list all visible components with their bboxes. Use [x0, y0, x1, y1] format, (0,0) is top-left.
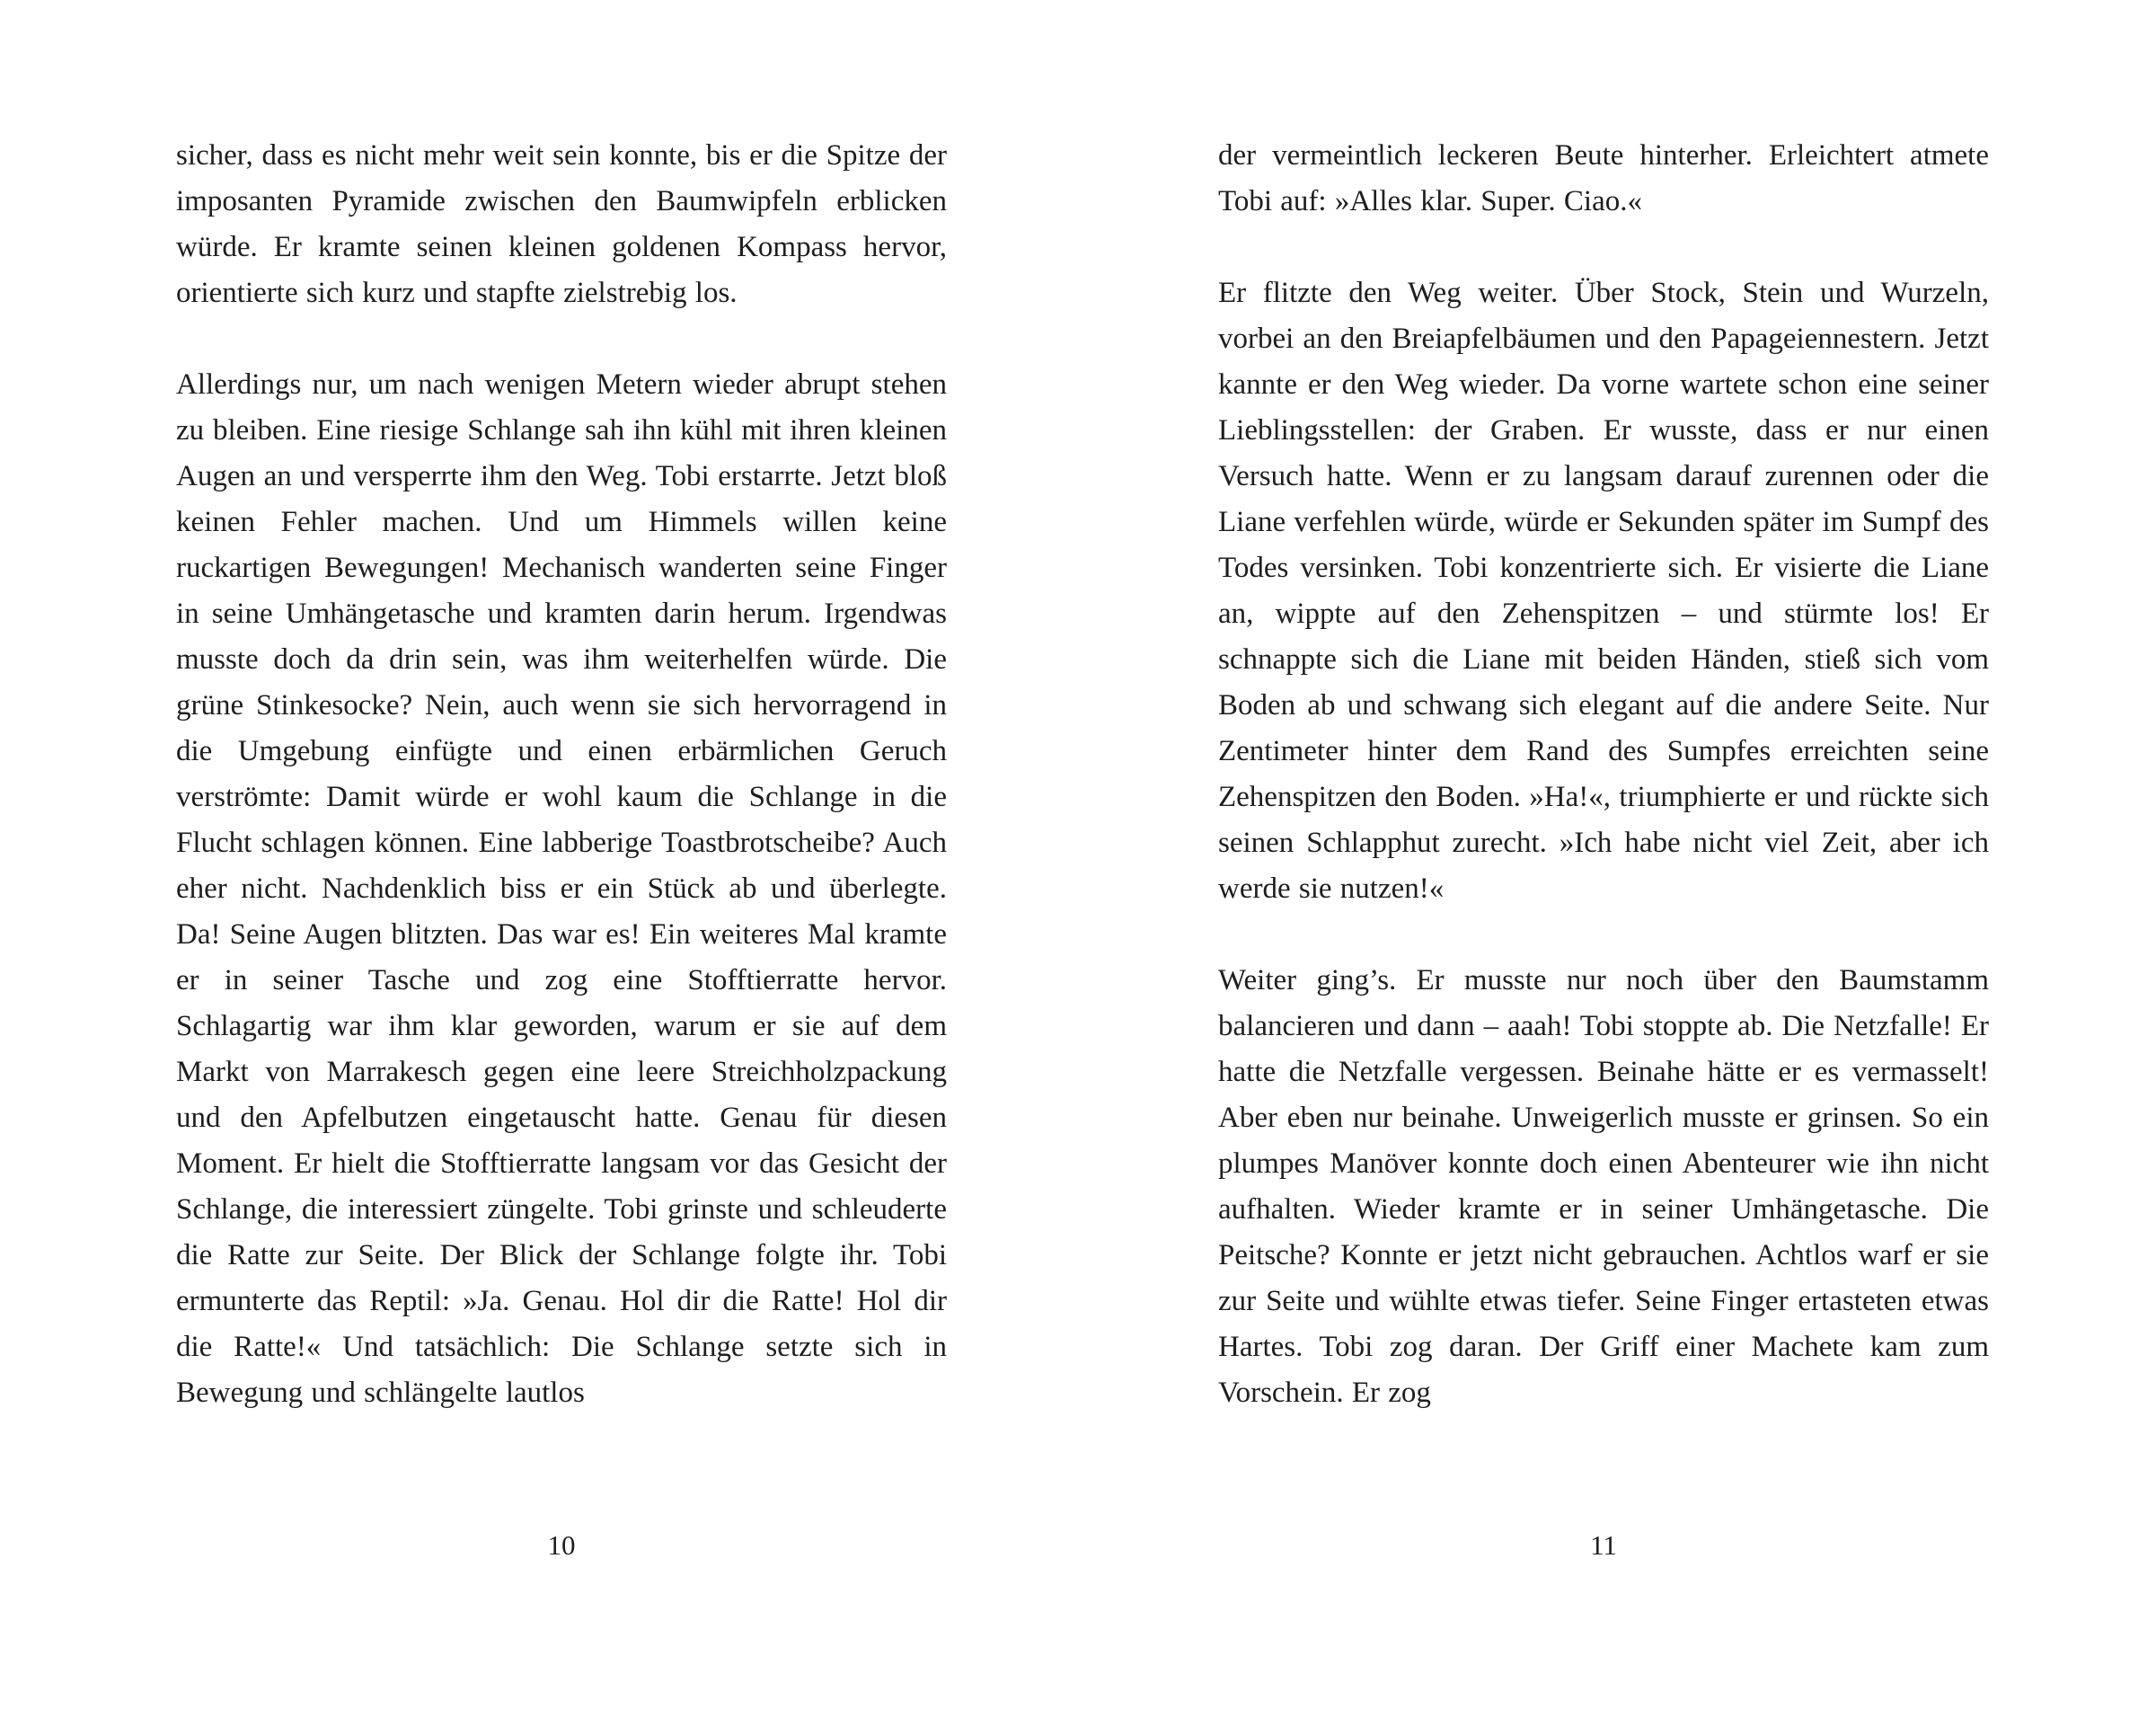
page-number-right: 11	[1590, 1529, 1617, 1561]
page-left-text-column	[176, 133, 947, 1416]
page-number-left: 10	[547, 1529, 576, 1561]
page-left-paragraph-2: Allerdings nur, um nach wenigen Metern wieder abrupt stehen zu bleiben. Eine riesige Schlange sah ihn kühl mit ihren kleinen Augen an und versperrte ihm den Weg. Tobi erstarrte. Jetzt bloß keinen Fehler machen. Und um Himmels willen keine ruckartigen Bewegungen! Mechanisch wanderten seine Finger in seine Umhängetasche und kramten darin herum. Irgendwas musste doch da drin sein, was ihm weiterhelfen würde. Die grüne Stinkesocke? Nein, auch wenn sie sich hervorragend in die Umgebung einfügte und einen erbärmlichen Geruch verströmte: Damit würde er wohl kaum die Schlange in die Flucht schlagen können. Eine labberige Toastbrotscheibe? Auch eher nicht. Nachdenklich biss er ein Stück ab und überlegte. Da! Seine Augen blitzten. Das war es! Ein weiteres Mal kramte er in seiner Tasche und zog eine Stofftierratte hervor. Schlagartig war ihm klar geworden, warum er sie auf dem Markt von Marrakesch gegen eine leere Streichholzpackung und den Apfelbutzen eingetauscht hatte. Genau für diesen Moment. Er hielt die Stofftierratte langsam vor das Gesicht der Schlange, die interessiert züngelte. Tobi grinste und schleuderte die Ratte zur Seite. Der Blick der Schlange folgte ihr. Tobi ermunterte das Reptil: »Ja. Genau. Hol dir die Ratte! Hol dir die Ratte!« Und tatsächlich: Die Schlange setzte sich in Bewegung und schlängelte lautlos	[176, 368, 947, 1409]
page-left-paragraph-1: sicher, dass es nicht mehr weit sein konnte, bis er die Spitze der imposanten Pyramide zwischen den Baumwipfeln erblicken würde. Er kramte seinen kleinen goldenen Kompass hervor, orientierte sich kurz und stapfte zielstrebig los.	[176, 139, 947, 309]
page-right-paragraph-1: der vermeintlich leckeren Beute hinterher. Erleichtert atmete Tobi auf: »Alles klar. Super. Ciao.«	[1218, 139, 1989, 217]
page-right-paragraph-3: Weiter ging’s. Er musste nur noch über den Baumstamm balancieren und dann – aaah! Tobi stoppte ab. Die Netzfalle! Er hatte die Netzfalle vergessen. Beinahe hätte er es vermasselt! Aber eben nur beinahe. Unweigerlich musste er grinsen. So ein plumpes Manöver konnte doch einen Abenteurer wie ihn nicht aufhalten. Wieder kramte er in seiner Umhängetasche. Die Peitsche? Konnte er jetzt nicht gebrauchen. Achtlos warf er sie zur Seite und wühlte etwas tiefer. Seine Finger ertasteten etwas Hartes. Tobi zog daran. Der Griff einer Machete kam zum Vorschein. Er zog	[1218, 964, 1989, 1409]
page-right-paragraph-2: Er flitzte den Weg weiter. Über Stock, Stein und Wurzeln, vorbei an den Breiapfelbäumen und den Papageiennestern. Jetzt kannte er den Weg wieder. Da vorne wartete schon eine seiner Lieblingsstellen: der Graben. Er wusste, dass er nur einen Versuch hatte. Wenn er zu langsam darauf zurennen oder die Liane verfehlen würde, würde er Sekunden später im Sumpf des Todes versinken. Tobi konzentrierte sich. Er visierte die Liane an, wippte auf den Zehenspitzen – und stürmte los! Er schnappte sich die Liane mit beiden Händen, stieß sich vom Boden ab und schwang sich elegant auf die andere Seite. Nur Zentimeter hinter dem Rand des Sumpfes erreichten seine Zehenspitzen den Boden. »Ha!«, triumphierte er und rückte sich seinen Schlapphut zurecht. »Ich habe nicht viel Zeit, aber ich werde sie nutzen!«	[1218, 277, 1989, 905]
page-right-text-column	[1218, 133, 1989, 1416]
